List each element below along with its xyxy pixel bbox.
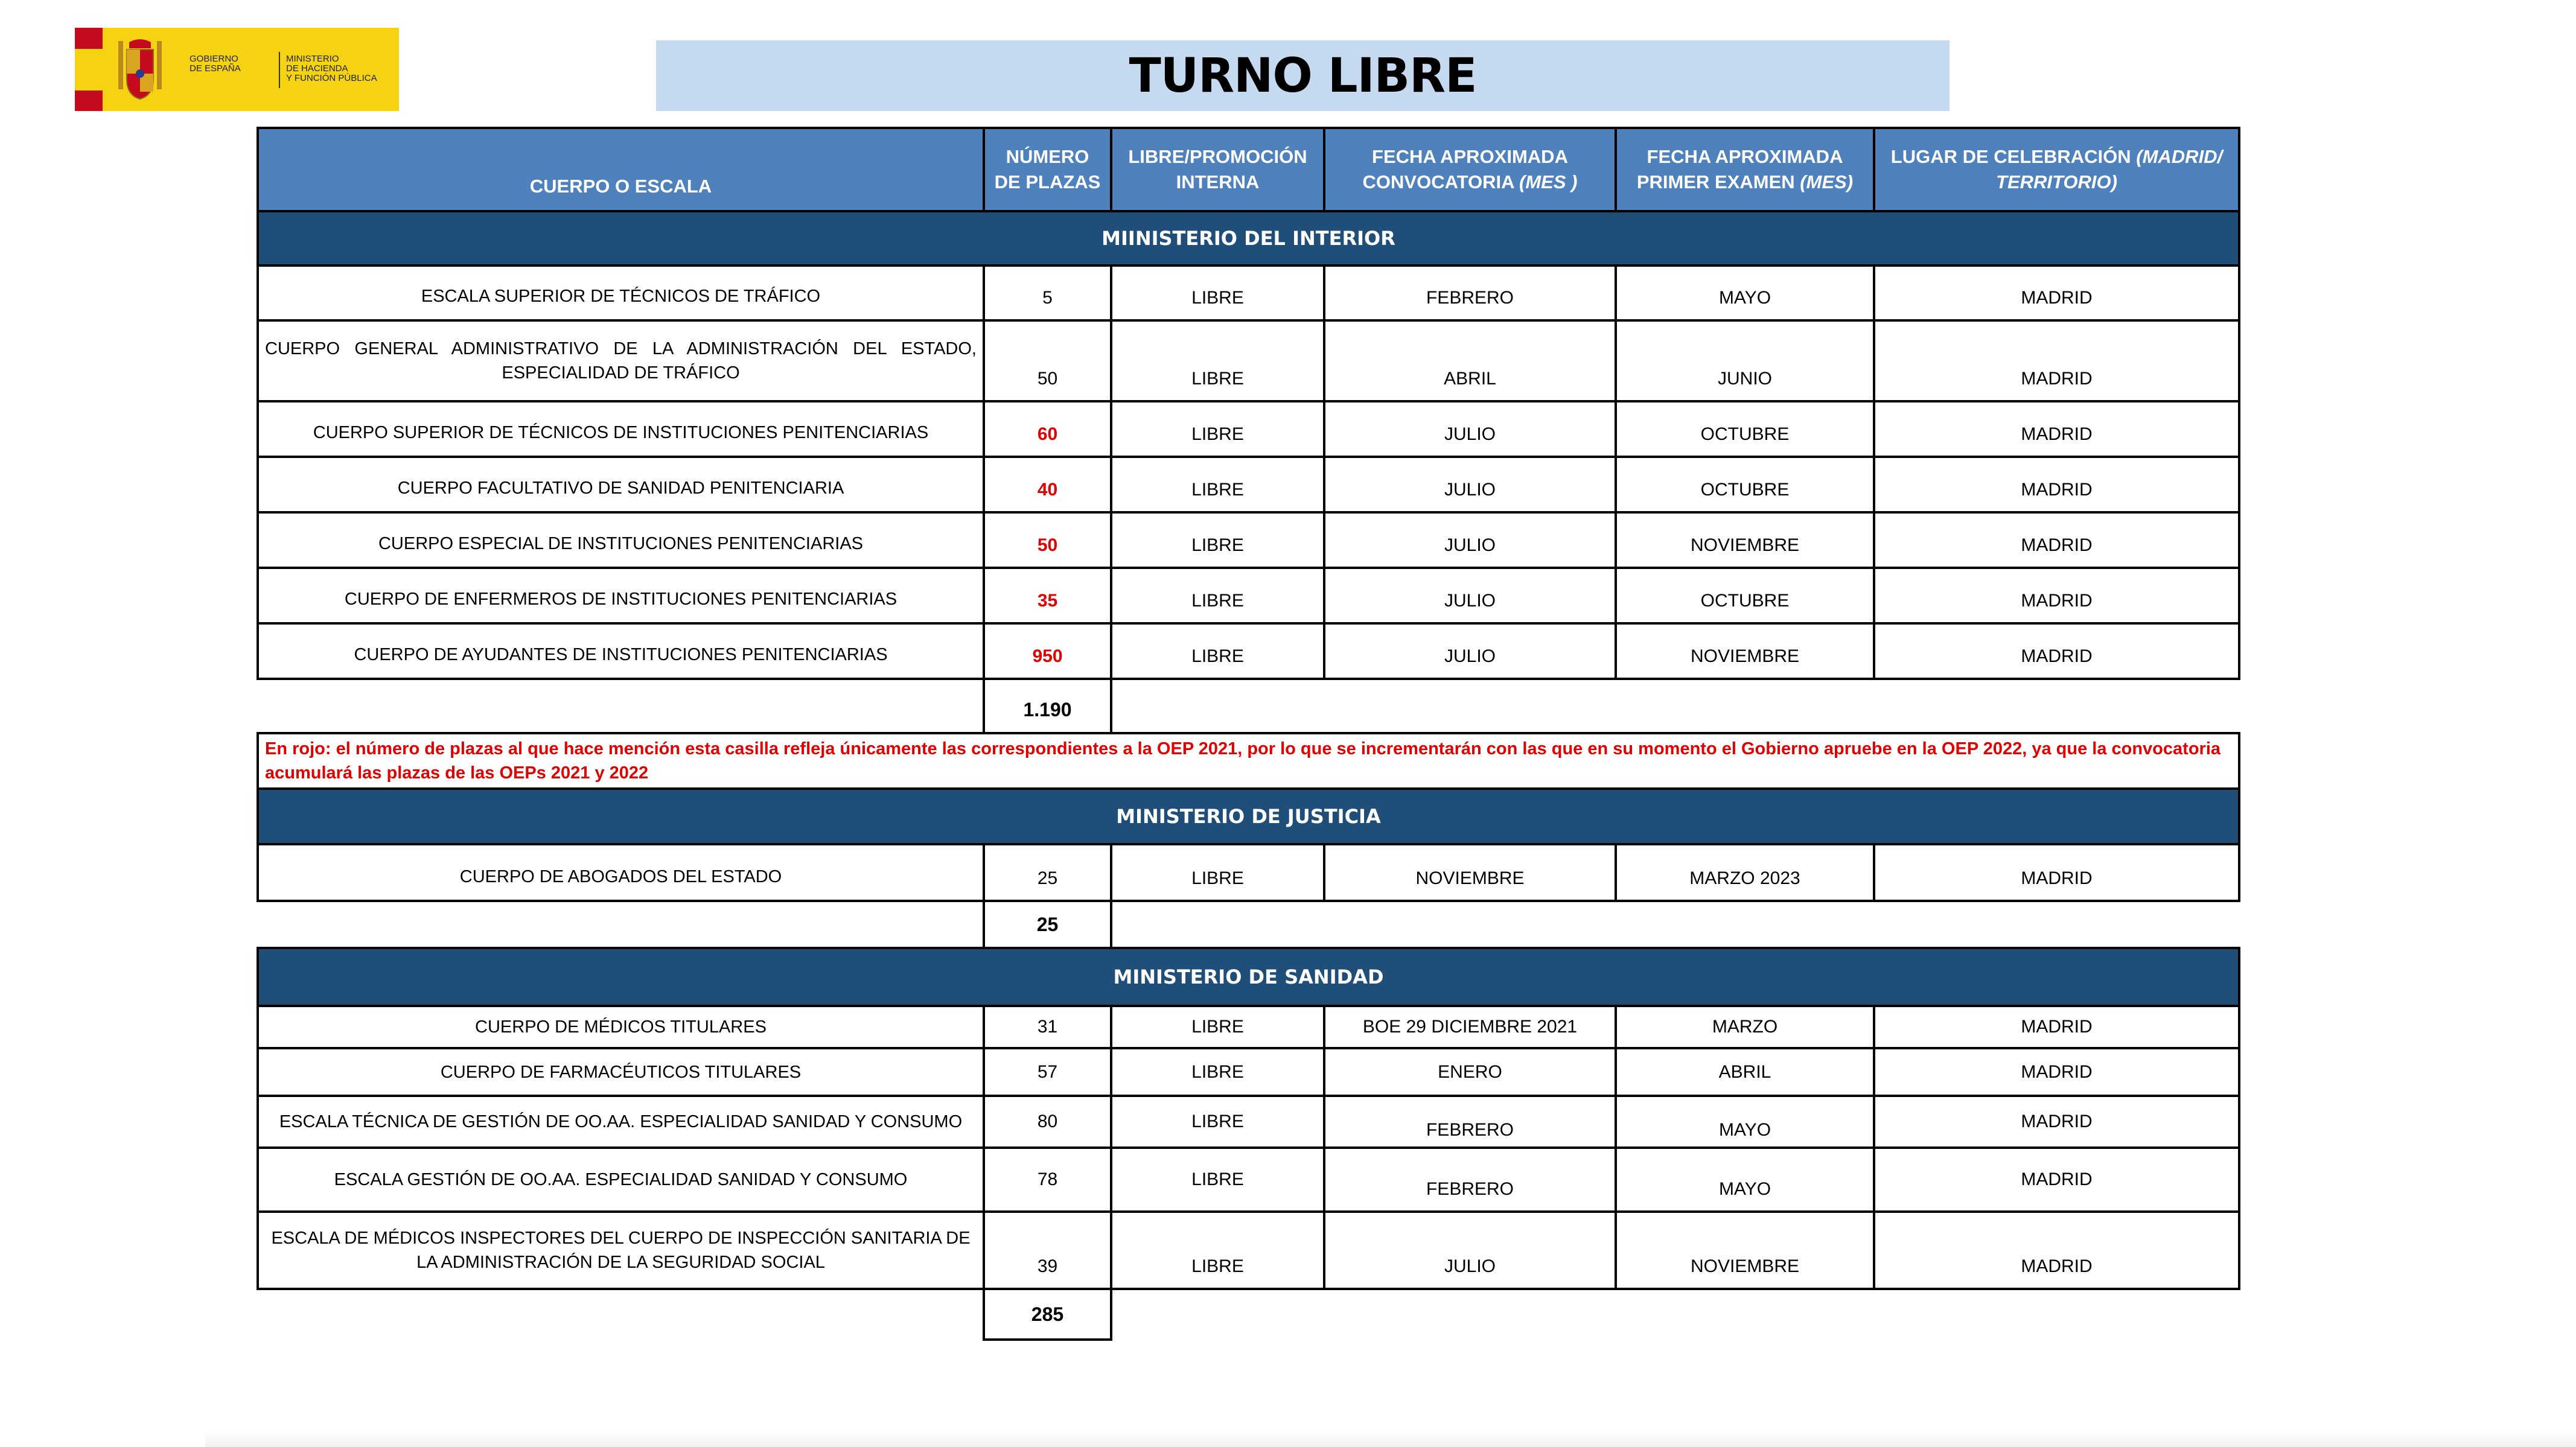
cell-examen: OCTUBRE — [1616, 568, 1874, 623]
coat-of-arms-icon — [112, 36, 168, 103]
cell-plazas: 78 — [984, 1148, 1111, 1212]
cell-lugar: MADRID — [1874, 1006, 2239, 1048]
cell-examen: OCTUBRE — [1616, 401, 1874, 457]
cell-lugar: MADRID — [1874, 1148, 2239, 1212]
section-header-sanidad — [258, 948, 2239, 1006]
cell-convocatoria: NOVIEMBRE — [1324, 844, 1616, 901]
section-title: MIINISTERIO DEL INTERIOR — [258, 211, 2239, 266]
cell-tipo: LIBRE — [1111, 1096, 1324, 1148]
cell-convocatoria: JULIO — [1324, 568, 1616, 623]
cell-plazas: 40 — [984, 457, 1111, 512]
cell-convocatoria: JULIO — [1324, 1212, 1616, 1289]
section-header-interior — [258, 211, 2239, 266]
section-title: MINISTERIO DE JUSTICIA — [258, 789, 2239, 844]
table-row — [258, 320, 2239, 401]
cell-lugar: MADRID — [1874, 320, 2239, 401]
government-label: GOBIERNO DE ESPAÑA — [190, 54, 241, 74]
total-justicia: 25 — [984, 901, 1111, 948]
cell-plazas: 39 — [984, 1212, 1111, 1289]
cell-cuerpo: ESCALA TÉCNICA DE GESTIÓN DE OO.AA. ESPECIALIDAD SANIDAD Y CONSUMO — [258, 1096, 984, 1148]
cell-plazas: 950 — [984, 623, 1111, 679]
table-row — [258, 1148, 2239, 1212]
table-row — [258, 1096, 2239, 1148]
cell-tipo: LIBRE — [1111, 623, 1324, 679]
cell-examen: MARZO 2023 — [1616, 844, 1874, 901]
header-cuerpo: CUERPO O ESCALA — [258, 128, 984, 211]
cell-cuerpo: CUERPO SUPERIOR DE TÉCNICOS DE INSTITUCIONES PENITENCIARIAS — [258, 401, 984, 457]
cell-cuerpo: CUERPO DE ABOGADOS DEL ESTADO — [258, 844, 984, 901]
cell-lugar: MADRID — [1874, 512, 2239, 568]
cell-plazas: 50 — [984, 512, 1111, 568]
cell-convocatoria: ABRIL — [1324, 320, 1616, 401]
cell-plazas: 80 — [984, 1096, 1111, 1148]
table-row — [258, 1048, 2239, 1096]
header-examen: FECHA APROXIMADA PRIMER EXAMEN (MES) — [1616, 128, 1874, 211]
cell-convocatoria: JULIO — [1324, 457, 1616, 512]
cell-cuerpo: CUERPO GENERAL ADMINISTRATIVO DE LA ADMINISTRACIÓN DEL ESTADO, ESPECIALIDAD DE TRÁFICO — [258, 320, 984, 401]
total-row-justicia — [258, 901, 2239, 948]
table-row — [258, 1212, 2239, 1289]
cell-convocatoria: JULIO — [1324, 401, 1616, 457]
note-row — [258, 733, 2239, 789]
cell-convocatoria: JULIO — [1324, 512, 1616, 568]
header-plazas: NÚMERO DE PLAZAS — [984, 128, 1111, 211]
cell-examen: NOVIEMBRE — [1616, 1212, 1874, 1289]
cell-cuerpo: CUERPO DE MÉDICOS TITULARES — [258, 1006, 984, 1048]
cell-tipo: LIBRE — [1111, 512, 1324, 568]
page-bottom-edge — [205, 1431, 2576, 1447]
cell-convocatoria: BOE 29 DICIEMBRE 2021 — [1324, 1006, 1616, 1048]
cell-tipo: LIBRE — [1111, 1048, 1324, 1096]
cell-convocatoria: JULIO — [1324, 623, 1616, 679]
cell-examen: ABRIL — [1616, 1048, 1874, 1096]
cell-convocatoria: FEBRERO — [1324, 1096, 1616, 1148]
cell-tipo: LIBRE — [1111, 401, 1324, 457]
cell-tipo: LIBRE — [1111, 1006, 1324, 1048]
cell-examen: MARZO — [1616, 1006, 1874, 1048]
cell-cuerpo: CUERPO FACULTATIVO DE SANIDAD PENITENCIARIA — [258, 457, 984, 512]
page-title: TURNO LIBRE — [656, 40, 1950, 111]
cell-plazas: 50 — [984, 320, 1111, 401]
cell-cuerpo: ESCALA GESTIÓN DE OO.AA. ESPECIALIDAD SANIDAD Y CONSUMO — [258, 1148, 984, 1212]
cell-cuerpo: CUERPO DE ENFERMEROS DE INSTITUCIONES PENITENCIARIAS — [258, 568, 984, 623]
cell-examen: OCTUBRE — [1616, 457, 1874, 512]
ministry-label: MINISTERIO DE HACIENDA Y FUNCIÓN PÚBLICA — [286, 54, 377, 83]
table-row — [258, 1006, 2239, 1048]
table-row — [258, 512, 2239, 568]
cell-lugar: MADRID — [1874, 623, 2239, 679]
cell-plazas: 60 — [984, 401, 1111, 457]
cell-tipo: LIBRE — [1111, 457, 1324, 512]
cell-cuerpo: CUERPO ESPECIAL DE INSTITUCIONES PENITENCIARIAS — [258, 512, 984, 568]
oep-note: En rojo: el número de plazas al que hace mención esta casilla refleja únicamente las correspondientes a la OEP 2021, por lo que se incrementarán con las que en su momento el Gobierno apruebe en la OEP 2022, ya que la convocatoria acumulará las plazas de las OEPs 2021 y 2022 — [258, 733, 2239, 789]
section-title: MINISTERIO DE SANIDAD — [258, 948, 2239, 1006]
table-row — [258, 844, 2239, 901]
header-lugar: LUGAR DE CELEBRACIÓN (MADRID/ TERRITORIO) — [1874, 128, 2239, 211]
table-row — [258, 623, 2239, 679]
table-row — [258, 457, 2239, 512]
cell-cuerpo: CUERPO DE AYUDANTES DE INSTITUCIONES PENITENCIARIAS — [258, 623, 984, 679]
cell-convocatoria: ENERO — [1324, 1048, 1616, 1096]
cell-cuerpo: ESCALA DE MÉDICOS INSPECTORES DEL CUERPO DE INSPECCIÓN SANITARIA DE LA ADMINISTRACIÓN DE LA SEGURIDAD SOCIAL — [258, 1212, 984, 1289]
spain-flag-icon — [75, 28, 103, 111]
cell-tipo: LIBRE — [1111, 320, 1324, 401]
cell-convocatoria: FEBRERO — [1324, 1148, 1616, 1212]
table-row — [258, 568, 2239, 623]
section-header-justicia — [258, 789, 2239, 844]
table-row — [258, 401, 2239, 457]
header-convocatoria: FECHA APROXIMADA CONVOCATORIA (MES ) — [1324, 128, 1616, 211]
cell-cuerpo: ESCALA SUPERIOR DE TÉCNICOS DE TRÁFICO — [258, 266, 984, 320]
cell-examen: MAYO — [1616, 266, 1874, 320]
cell-tipo: LIBRE — [1111, 1212, 1324, 1289]
cell-examen: NOVIEMBRE — [1616, 512, 1874, 568]
cell-lugar: MADRID — [1874, 1096, 2239, 1148]
oposiciones-table — [257, 127, 2240, 1341]
cell-tipo: LIBRE — [1111, 844, 1324, 901]
table-header — [258, 128, 2239, 211]
government-logo — [75, 28, 399, 111]
table-row — [258, 266, 2239, 320]
cell-lugar: MADRID — [1874, 457, 2239, 512]
cell-plazas: 57 — [984, 1048, 1111, 1096]
cell-lugar: MADRID — [1874, 568, 2239, 623]
cell-lugar: MADRID — [1874, 266, 2239, 320]
cell-lugar: MADRID — [1874, 844, 2239, 901]
total-row-sanidad — [258, 1289, 2239, 1340]
cell-lugar: MADRID — [1874, 1048, 2239, 1096]
cell-plazas: 35 — [984, 568, 1111, 623]
cell-examen: MAYO — [1616, 1096, 1874, 1148]
cell-tipo: LIBRE — [1111, 1148, 1324, 1212]
cell-plazas: 31 — [984, 1006, 1111, 1048]
cell-tipo: LIBRE — [1111, 266, 1324, 320]
cell-examen: JUNIO — [1616, 320, 1874, 401]
cell-convocatoria: FEBRERO — [1324, 266, 1616, 320]
total-interior: 1.190 — [984, 679, 1111, 733]
cell-lugar: MADRID — [1874, 1212, 2239, 1289]
cell-plazas: 5 — [984, 266, 1111, 320]
total-row-interior — [258, 679, 2239, 733]
cell-lugar: MADRID — [1874, 401, 2239, 457]
cell-cuerpo: CUERPO DE FARMACÉUTICOS TITULARES — [258, 1048, 984, 1096]
cell-examen: MAYO — [1616, 1148, 1874, 1212]
total-sanidad: 285 — [984, 1289, 1111, 1340]
header-libre: LIBRE/PROMOCIÓN INTERNA — [1111, 128, 1324, 211]
cell-plazas: 25 — [984, 844, 1111, 901]
cell-tipo: LIBRE — [1111, 568, 1324, 623]
cell-examen: NOVIEMBRE — [1616, 623, 1874, 679]
